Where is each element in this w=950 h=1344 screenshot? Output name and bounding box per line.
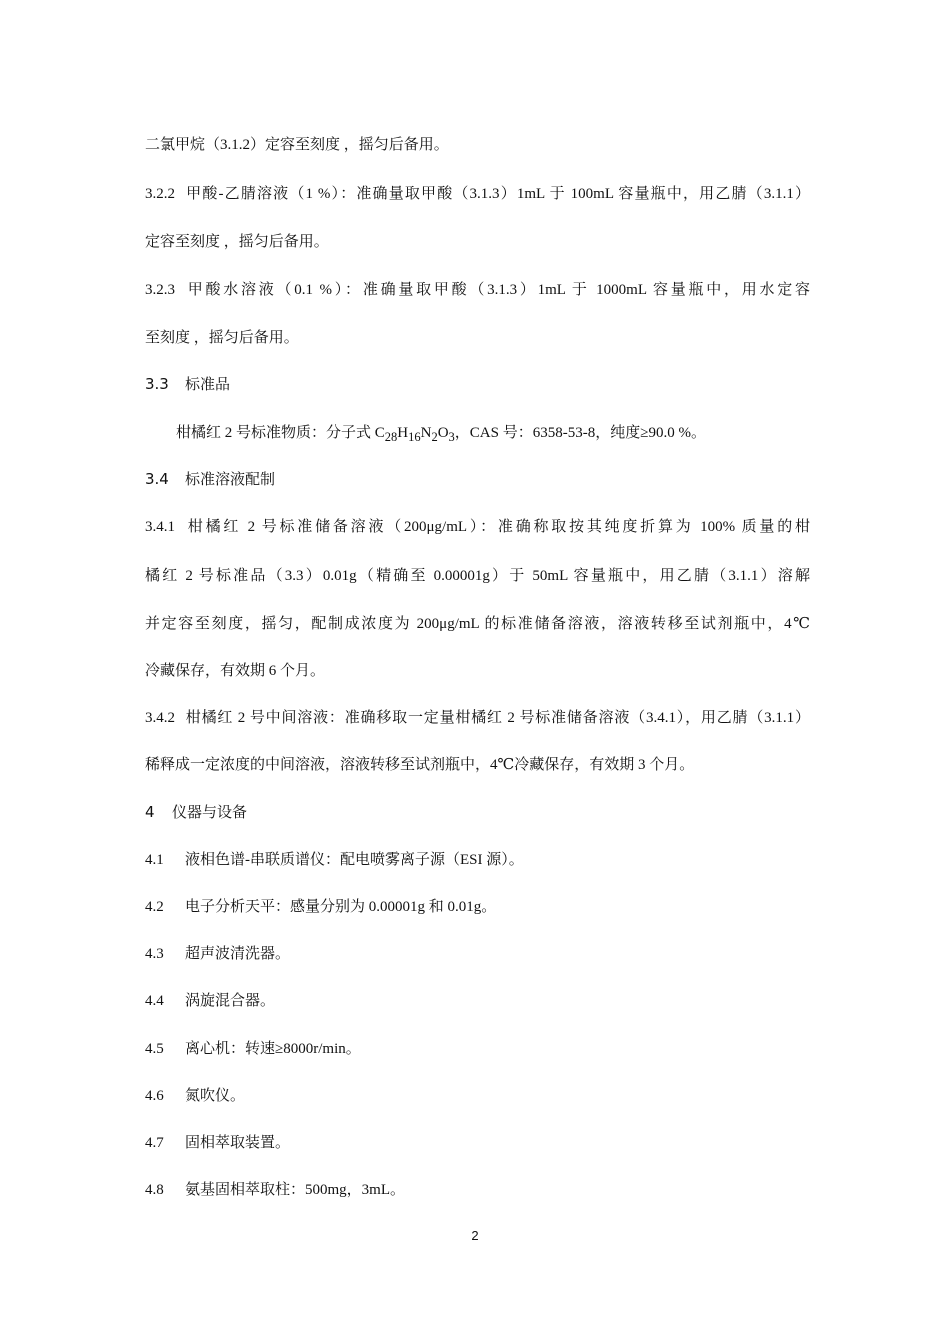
section-heading: 3.3 标准品	[145, 375, 231, 393]
page-number: 2	[471, 1228, 479, 1243]
section-heading: 4 仪器与设备	[145, 803, 248, 821]
list-item: 4.8 氨基固相萃取柱：500mg，3mL。	[145, 1182, 405, 1198]
list-item: 4.3 超声波清洗器。	[145, 946, 291, 962]
text-line: 至刻度 ，摇匀后备用。	[145, 330, 299, 346]
section-number: 3.3	[145, 375, 169, 393]
text-line: 橘红 2 号标准品（3.3）0.01g（精确至 0.00001g）于 50mL 容量瓶中，用乙腈（3.1.1）溶解	[145, 568, 810, 584]
text-line: 3.2.2 甲酸-乙腈溶液（1 %）：准确量取甲酸（3.1.3）1mL 于 100mL 容量瓶中，用乙腈（3.1.1）	[145, 186, 810, 202]
section-number: 3.4.2	[145, 710, 175, 726]
text-line: 3.4.2 柑橘红 2 号中间溶液：准确移取一定量柑橘红 2 号标准储备溶液（3.4.1），用乙腈（3.1.1）	[145, 710, 810, 726]
section-heading: 3.4 标准溶液配制	[145, 470, 276, 488]
section-number: 3.4.1	[145, 519, 175, 535]
text-line: 二氯甲烷（3.1.2）定容至刻度 ，摇匀后备用。	[145, 137, 449, 153]
list-item: 4.6 氮吹仪。	[145, 1088, 246, 1104]
section-number: 3.4	[145, 470, 169, 488]
text-line: 3.2.3 甲酸水溶液（0.1 %）：准确量取甲酸（3.1.3）1mL 于 1000mL 容量瓶中，用水定容	[145, 282, 810, 298]
list-item: 4.1 液相色谱-串联质谱仪：配电喷雾离子源（ESI 源）。	[145, 852, 524, 868]
list-item: 4.7 固相萃取装置。	[145, 1135, 291, 1151]
text-line: 柑橘红 2 号标准物质：分子式 $C_{28}H_{16}N_2O_3$，CAS 号：6358-53-8，纯度≥90.0 %。	[176, 425, 706, 444]
text-line: 稀释成一定浓度的中间溶液，溶液转移至试剂瓶中，4℃冷藏保存，有效期 3 个月。	[145, 757, 695, 773]
list-item: 4.2 电子分析天平：感量分别为 0.00001g 和 0.01g。	[145, 899, 497, 915]
text-line: 并定容至刻度，摇匀，配制成浓度为 200μg/mL 的标准储备溶液，溶液转移至试剂瓶中，4℃	[145, 616, 810, 632]
text-line: 冷藏保存，有效期 6 个月。	[145, 663, 326, 679]
text-line: 定容至刻度 ，摇匀后备用。	[145, 234, 329, 250]
list-item: 4.5 离心机：转速≥8000r/min。	[145, 1041, 361, 1057]
section-number: 3.2.2	[145, 186, 175, 202]
section-number: 4	[145, 803, 155, 821]
text-line: 3.4.1 柑橘红 2 号标准储备溶液（200μg/mL）：准确称取按其纯度折算为 100% 质量的柑	[145, 519, 810, 535]
section-number: 3.2.3	[145, 282, 175, 298]
list-item: 4.4 涡旋混合器。	[145, 993, 276, 1009]
